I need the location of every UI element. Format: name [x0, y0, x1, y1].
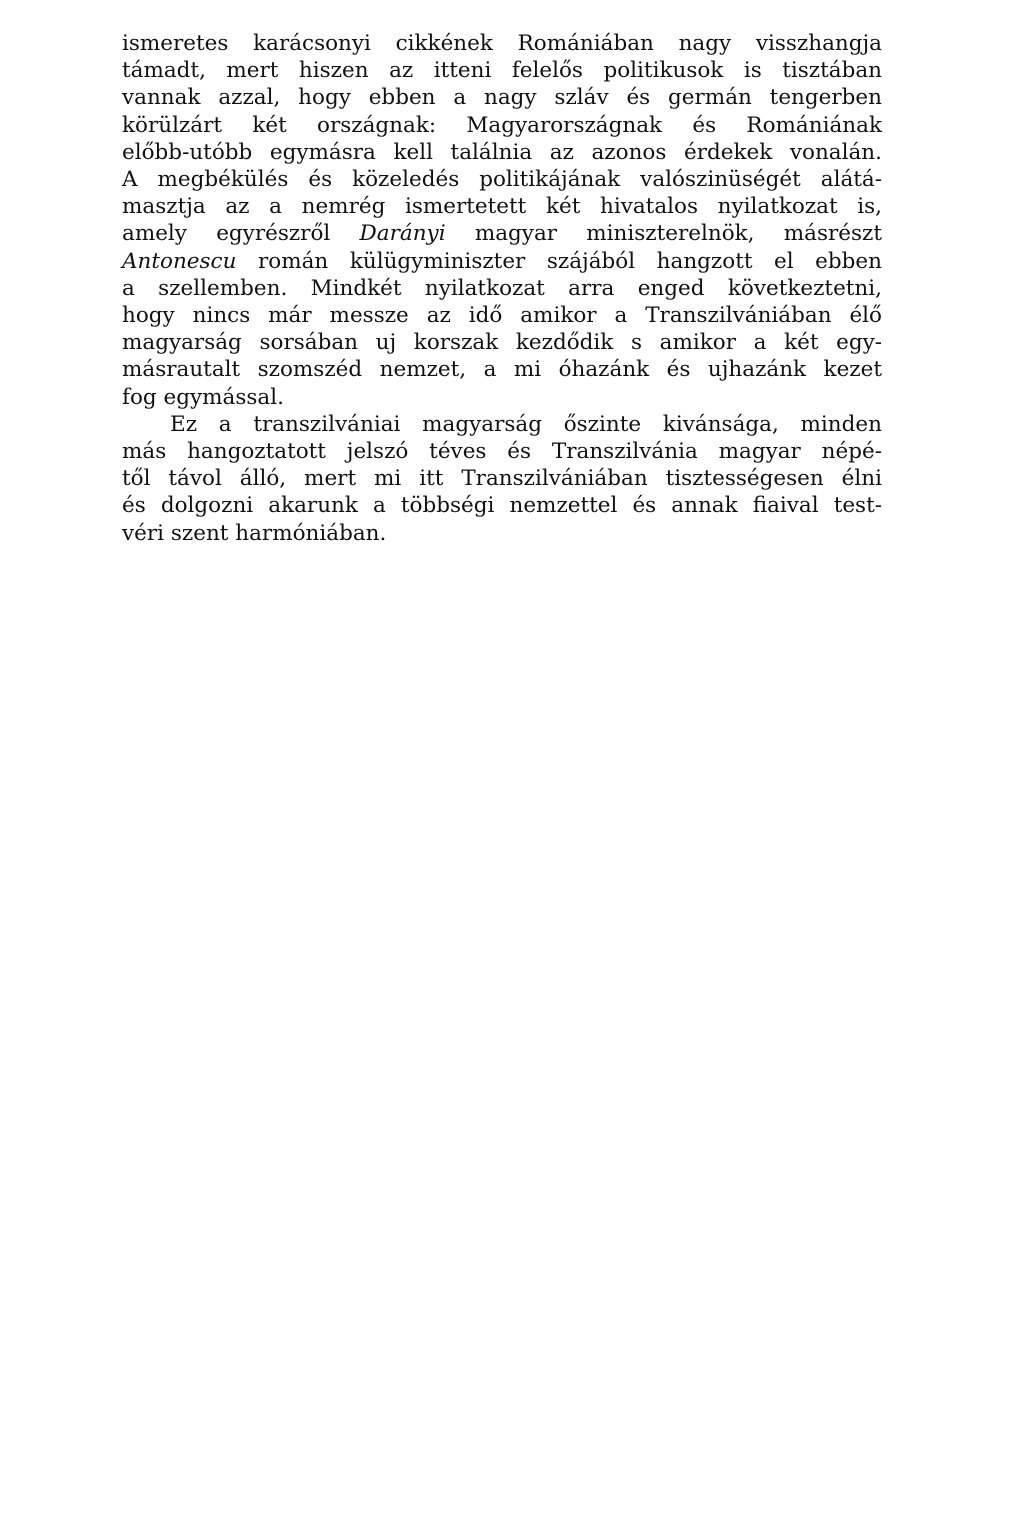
text-line: véri szent harmóniában.	[122, 520, 387, 546]
text-line-mixed	[122, 248, 882, 275]
text-line: magyarság sorsában uj korszak kezdődik s amikor a két egy-	[122, 330, 882, 356]
text-line: vannak azzal, hogy ebben a nagy szláv és germán tengerben	[122, 85, 882, 111]
text-line: A megbékülés és közeledés politikájának valószinüségét alátá-	[122, 167, 882, 193]
italic-name-daranyi: Darányi	[359, 221, 446, 247]
text-segment: amely egyrészről	[122, 221, 331, 247]
text-segment: magyar miniszterelnök, másrészt	[474, 221, 882, 247]
text-line: Ez a transzilvániai magyarság őszinte kivánsága, minden	[170, 411, 882, 437]
italic-name-antonescu: Antonescu	[122, 248, 237, 274]
text-line: másrautalt szomszéd nemzet, a mi óhazánk és ujhazánk kezet	[122, 357, 882, 383]
text-line: fog egymással.	[122, 384, 284, 410]
document-page	[122, 30, 882, 547]
paragraph-2	[122, 411, 882, 547]
text-line: és dolgozni akarunk a többségi nemzettel és annak fiaival test-	[122, 493, 882, 519]
text-line: más hangoztatott jelszó téves és Transzilvánia magyar népé-	[122, 439, 882, 465]
text-line: ismeretes karácsonyi cikkének Romániában nagy visszhangja	[122, 31, 882, 56]
text-line: hogy nincs már messze az idő amikor a Transzilvániában élő	[122, 303, 882, 329]
text-line: től távol álló, mert mi itt Transzilvániában tisztességesen élni	[122, 466, 882, 492]
text-line: előbb-utóbb egymásra kell találnia az azonos érdekek vonalán.	[122, 139, 882, 165]
text-line: a szellemben. Mindkét nyilatkozat arra enged következtetni,	[122, 275, 882, 301]
paragraph-1	[122, 30, 882, 411]
text-segment: román külügyminiszter szájából hangzott el ebben	[258, 248, 882, 274]
text-line: körülzárt két országnak: Magyarországnak és Romániának	[122, 112, 882, 138]
text-line: támadt, mert hiszen az itteni felelős politikusok is tisztában	[122, 58, 882, 84]
text-line: masztja az a nemrég ismertetett két hivatalos nyilatkozat is,	[122, 194, 882, 220]
text-line-mixed	[122, 220, 882, 247]
